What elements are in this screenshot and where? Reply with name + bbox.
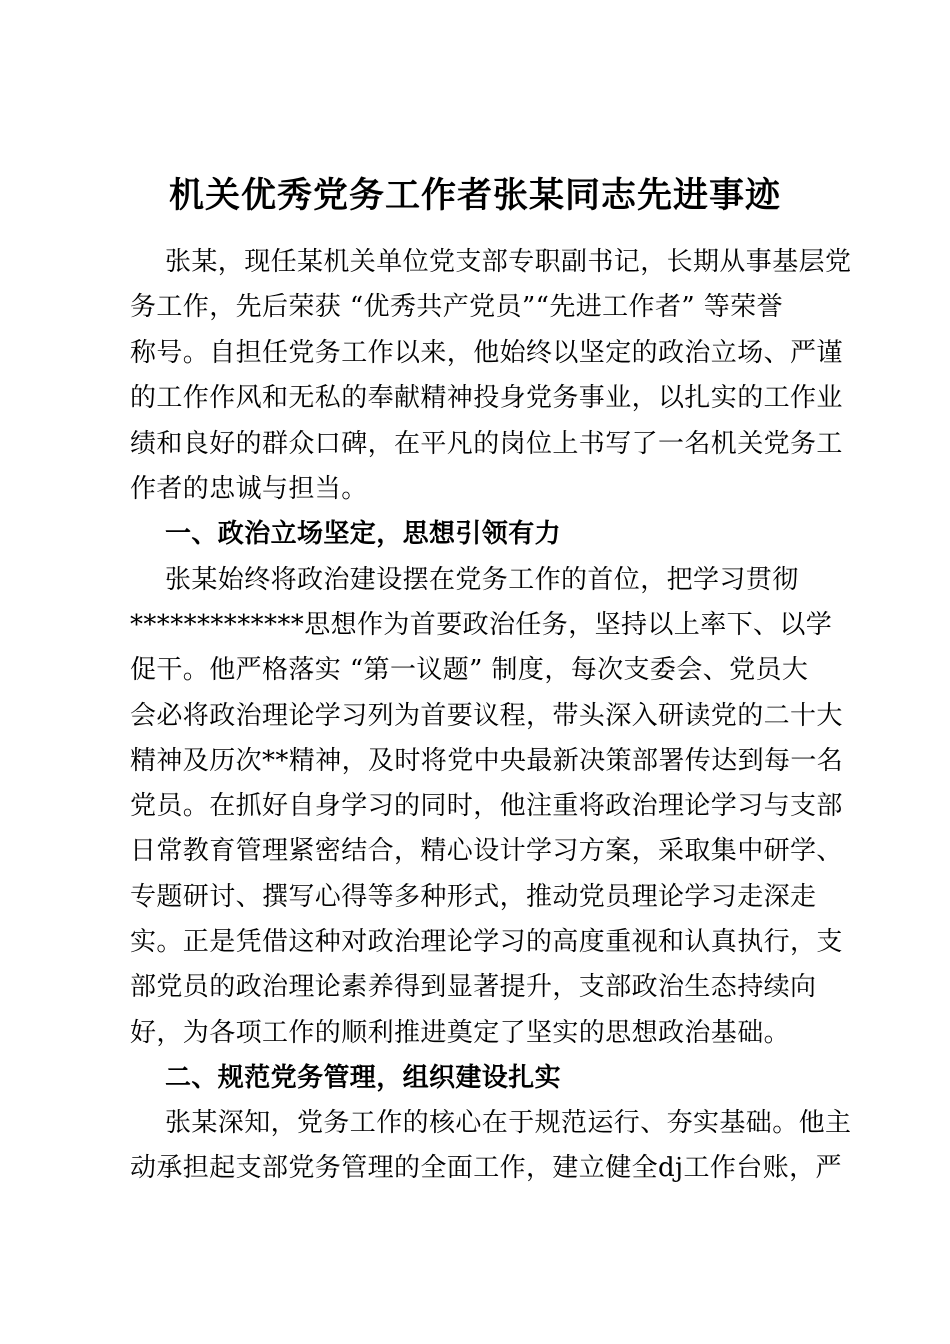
paragraph-line: *************思想作为首要政治任务，坚持以上率下、以学 bbox=[130, 610, 833, 640]
section-heading-1: 一、政治立场坚定，思想引领有力 bbox=[165, 519, 562, 549]
paragraph-line: 专题研讨、撰写心得等多种形式，推动党员理论学习走深走 bbox=[130, 882, 817, 912]
section-heading-2: 二、规范党务管理，组织建设扎实 bbox=[165, 1063, 562, 1093]
paragraph-line: 会必将政治理论学习列为首要议程，带头深入研读党的二十大 bbox=[130, 701, 843, 731]
document-title: 机关优秀党务工作者张某同志先进事迹 bbox=[168, 175, 781, 216]
paragraph-line: 张某始终将政治建设摆在党务工作的首位，把学习贯彻 bbox=[165, 565, 799, 595]
paragraph-line: 张某深知，党务工作的核心在于规范运行、夯实基础。他主 bbox=[165, 1108, 852, 1138]
paragraph-line: 党员。在抓好自身学习的同时，他注重将政治理论学习与支部 bbox=[130, 791, 843, 821]
paragraph-line: 精神及历次**精神，及时将党中央最新决策部署传达到每一名 bbox=[130, 746, 844, 776]
paragraph-line: 好，为各项工作的顺利推进奠定了坚实的思想政治基础。 bbox=[130, 1018, 791, 1048]
paragraph-line: 张某，现任某机关单位党支部专职副书记，长期从事基层党 bbox=[165, 247, 852, 277]
paragraph-line: 动承担起支部党务管理的全面工作，建立健全dj工作台账，严 bbox=[130, 1153, 842, 1183]
paragraph-line: 促干。他严格落实 “第一议题” 制度，每次支委会、党员大 bbox=[130, 655, 809, 685]
paragraph-line: 称号。自担任党务工作以来，他始终以坚定的政治立场、严谨 bbox=[130, 338, 843, 368]
paragraph-line: 务工作，先后荣获 “优秀共产党员”“先进工作者” 等荣誉 bbox=[130, 292, 783, 322]
paragraph-line: 日常教育管理紧密结合，精心设计学习方案，采取集中研学、 bbox=[130, 836, 843, 866]
paragraph-line: 实。正是凭借这种对政治理论学习的高度重视和认真执行，支 bbox=[130, 927, 843, 957]
paragraph-line: 部党员的政治理论素养得到显著提升，支部政治生态持续向 bbox=[130, 972, 817, 1002]
paragraph-line: 的工作作风和无私的奉献精神投身党务事业，以扎实的工作业 bbox=[130, 383, 843, 413]
paragraph-line: 作者的忠诚与担当。 bbox=[130, 474, 368, 504]
paragraph-line: 绩和良好的群众口碑，在平凡的岗位上书写了一名机关党务工 bbox=[130, 429, 843, 459]
